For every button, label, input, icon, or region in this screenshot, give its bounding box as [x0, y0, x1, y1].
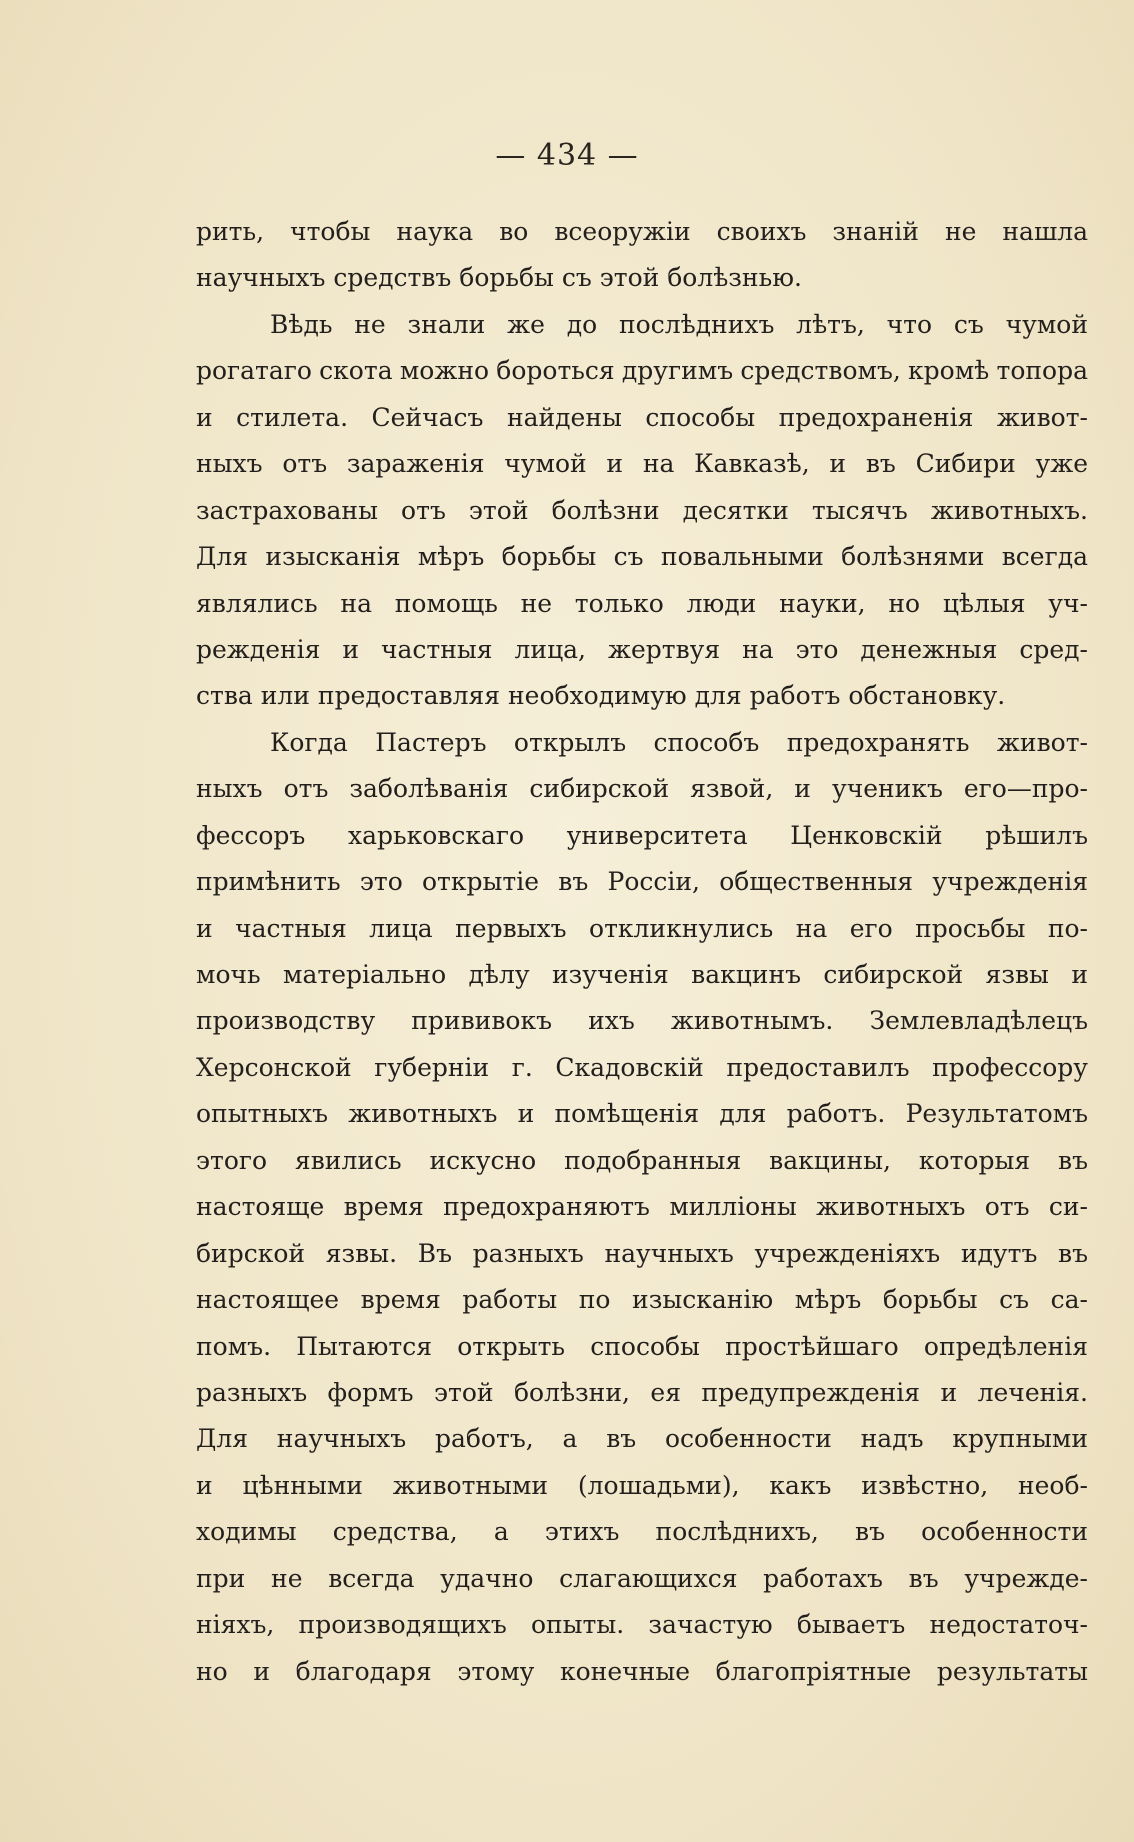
text-line: застрахованы отъ этой болѣзни десятки тысячъ животныхъ. [196, 495, 1088, 525]
text-line: при не всегда удачно слагающихся работахъ въ учрежде- [196, 1563, 1088, 1593]
text-line: ства или предоставляя необходимую для работъ обстановку. [196, 681, 1006, 711]
text-line: Для научныхъ работъ, а въ особенности надъ крупными [196, 1424, 1088, 1454]
text-line: настояще время предохраняютъ милліоны животныхъ отъ си- [196, 1192, 1088, 1222]
page-number: — 434 — [495, 138, 639, 173]
text-line: Для изысканія мѣръ борьбы съ повальными болѣзнями всегда [196, 542, 1088, 572]
text-line: ныхъ отъ зараженія чумой и на Кавказѣ, и въ Сибири уже [196, 449, 1088, 479]
text-line: производству прививокъ ихъ животнымъ. Землевладѣлецъ [196, 1006, 1088, 1036]
text-line: и стилета. Сейчасъ найдены способы предохраненія живот- [196, 402, 1088, 432]
text-line: и цѣнными животными (лошадьми), какъ извѣстно, необ- [196, 1470, 1088, 1500]
text-line: разныхъ формъ этой болѣзни, ея предупрежденія и леченія. [196, 1377, 1088, 1407]
text-line: рогатаго скота можно бороться другимъ средствомъ, кромѣ топора [196, 356, 1088, 386]
text-line: но и благодаря этому конечные благопріятные результаты [196, 1656, 1088, 1686]
text-line: бирской язвы. Въ разныхъ научныхъ учрежденіяхъ идутъ въ [196, 1238, 1088, 1268]
text-line: являлись на помощь не только люди науки, но цѣлыя уч- [196, 588, 1088, 618]
text-line: фессоръ харьковскаго университета Ценковскій рѣшилъ [196, 820, 1088, 850]
text-line: помъ. Пытаются открыть способы простѣйшаго опредѣленія [196, 1331, 1088, 1361]
text-line: ныхъ отъ заболѣванія сибирской язвой, и ученикъ его—про- [196, 774, 1088, 804]
text-line: Херсонской губерніи г. Скадовскій предоставилъ профессору [196, 1052, 1088, 1082]
text-line: режденія и частныя лица, жертвуя на это денежныя сред- [196, 634, 1088, 664]
text-line: Когда Пастеръ открылъ способъ предохранять живот- [270, 727, 1088, 757]
text-line: опытныхъ животныхъ и помѣщенія для работъ. Результатомъ [196, 1099, 1088, 1129]
text-line: ніяхъ, производящихъ опыты. зачастую бываетъ недостаточ- [196, 1610, 1088, 1640]
text-line: научныхъ средствъ борьбы съ этой болѣзнью. [196, 263, 802, 293]
text-line: мочь матеріально дѣлу изученія вакцинъ сибирской язвы и [196, 960, 1088, 989]
text-line: Вѣдь не знали же до послѣднихъ лѣтъ, что съ чумой [270, 309, 1088, 339]
text-line: этого явились искусно подобранныя вакцины, которыя въ [196, 1145, 1088, 1175]
text-line: ходимы средства, а этихъ послѣднихъ, въ особенности [196, 1517, 1088, 1547]
text-line: рить, чтобы наука во всеоружіи своихъ знаній не нашла [196, 217, 1088, 246]
text-line: и частныя лица первыхъ откликнулись на его просьбы по- [196, 913, 1088, 943]
body-text [196, 209, 1088, 1695]
text-line: примѣнить это открытіе въ Россіи, общественныя учрежденія [196, 867, 1088, 897]
text-line: настоящее время работы по изысканію мѣръ борьбы съ са- [196, 1285, 1088, 1315]
